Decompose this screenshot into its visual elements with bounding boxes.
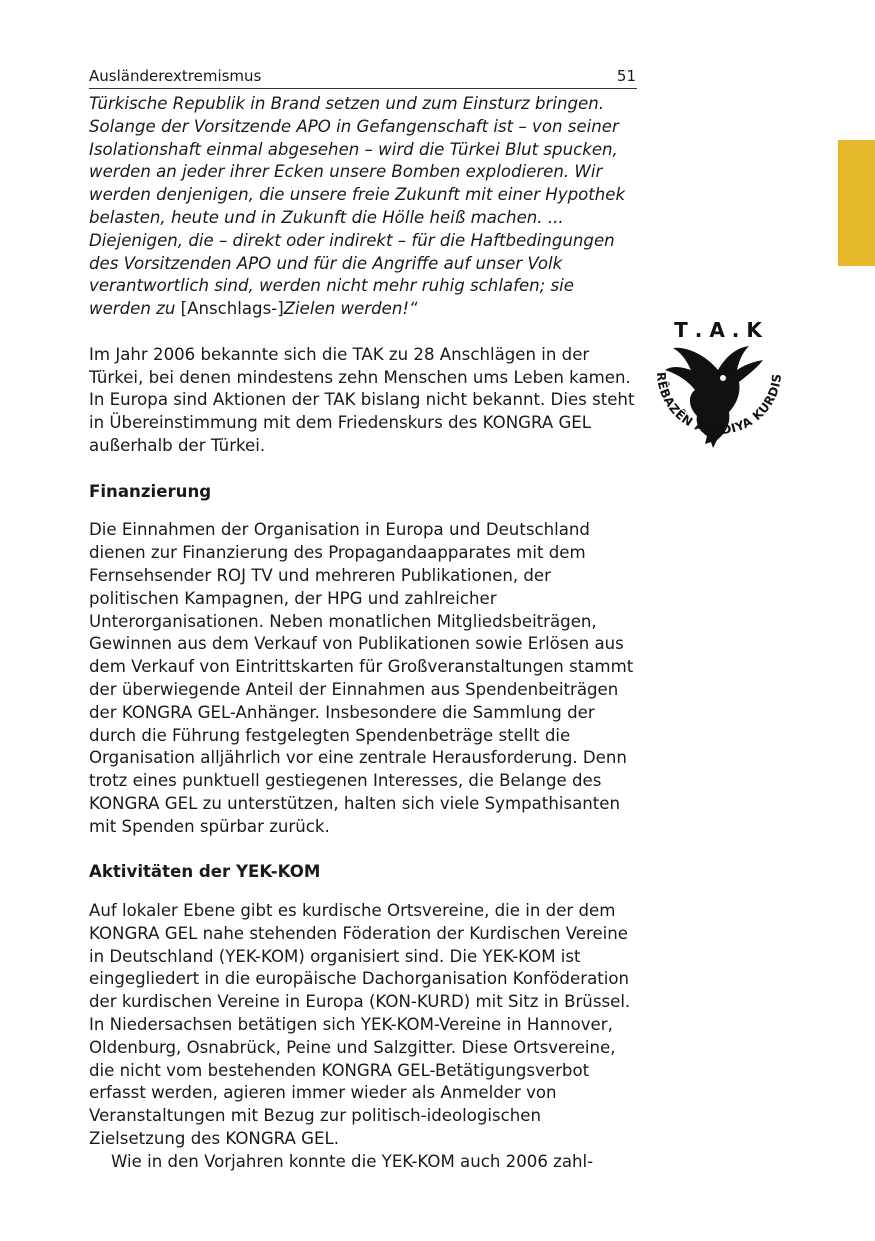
heading-finanzierung: Finanzierung xyxy=(89,481,212,501)
quote-ending: Zielen werden!“ xyxy=(283,299,418,319)
quote-text: Türkische Republik in Brand setzen und zum Einsturz bringen. Solange der Vorsitzende APO in Gefangenschaft ist – von seiner Isolationshaft einmal abgesehen – wird die Türkei Blut spucken, werden an jeder ihrer Ecken unsere Bomben explodieren. Wir werden denjenigen, die unsere freie Zukunft mit einer Hypothek belasten, heute und in Zukunft die Hölle heiß machen. ... Diejenigen, die – direkt oder indirekt – für die Haftbedingungen des Vorsitzenden APO und für die Angriffe auf unser Volk verantwortlich sind, werden nicht mehr ruhig schlafen; sie werden zu xyxy=(89,94,626,319)
running-title: Ausländerextremismus xyxy=(89,67,262,85)
yekkom-paragraph: Auf lokaler Ebene gibt es kurdische Ortsvereine, die in der dem KONGRA GEL nahe stehenden Föderation der Kurdischen Vereine in Deutschland (YEK-KOM) organisiert sind. Die YEK-KOM ist eingegliedert in die europäische Dachorganisation Konföderation der kurdischen Vereine in Europa (KON-KURD) mit Sitz in Brüssel. In Niedersachsen betätigen sich YEK-KOM-Vereine in Hannover, Oldenburg, Osnabrück, Peine und Salzgitter. Diese Ortsvereine, die nicht vom bestehenden KONGRA GEL-Betätigungsverbot erfasst werden, agieren immer wieder als Anmelder von Veranstaltungen mit Bezug zur politisch-ideologischen Zielsetzung des KONGRA GEL. xyxy=(89,901,631,1149)
heading-yekkom: Aktivitäten der YEK-KOM xyxy=(89,862,321,882)
logo-arc-text: RÊBAZÊN AZADIYA KURDIS xyxy=(653,371,785,438)
yekkom-continuation: Wie in den Vorjahren konnte die YEK-KOM auch 2006 zahl- xyxy=(111,1151,594,1171)
page-number: 51 xyxy=(616,67,636,85)
finanzierung-paragraph: Die Einnahmen der Organisation in Europa und Deutschland dienen zur Finanzierung des Propagandaapparates mit dem Fernsehsender ROJ TV und mehreren Publikationen, der politischen Kampagnen, der HPG und zahlreicher Unterorganisationen. Neben monatlichen Mitgliedsbeiträgen, Gewinnen aus dem Verkauf von Publikationen sowie Erlösen aus dem Verkauf von Eintrittskarten für Großveranstaltungen stammt der überwiegende Anteil der Einnahmen aus Spendenbeiträgen der KONGRA GEL-Anhänger. Insbesondere die Sammlung der durch die Führung festgelegten Spendenbeträge stellt die Organisation alljährlich vor eine zentrale Herausforderung. Denn trotz eines punktuell gestiegenen Interesses, die Belange des KONGRA GEL zu unterstützen, halten sich viele Sympathisanten mit Spenden spürbar zurück. xyxy=(89,520,634,836)
quote-insertion: [Anschlags-] xyxy=(180,299,284,319)
logo-title: T . A . K xyxy=(674,318,762,342)
tak-paragraph: Im Jahr 2006 bekannte sich die TAK zu 28 Anschlägen in der Türkei, bei denen mindestens zehn Menschen ums Leben kamen. In Europa sind Aktionen der TAK bislang nicht bekannt. Dies steht in Übereinstimmung mit dem Friedenskurs des KONGRA GEL außerhalb der Türkei. xyxy=(89,344,635,455)
tak-logo xyxy=(645,312,790,480)
chapter-tab-marker xyxy=(838,140,875,266)
main-text xyxy=(89,93,638,1174)
page-header xyxy=(89,66,637,89)
tak-emblem-graphic xyxy=(645,312,790,480)
quote-paragraph xyxy=(89,93,638,321)
